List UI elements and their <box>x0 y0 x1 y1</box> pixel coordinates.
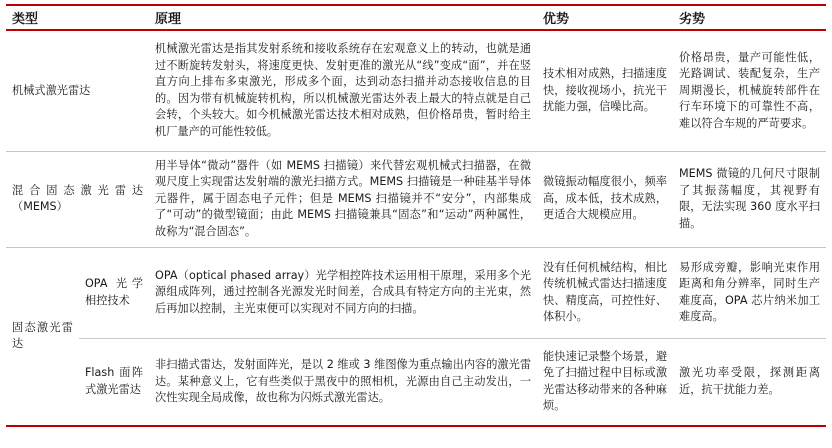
principle-cell: 机械激光雷达是指其发射系统和接收系统存在宏观意义上的转动，也就是通过不断旋转发射头，将速度更快、发射更准的激光从“线”变成“面”，并在竖直方向上排布多束激光，形成多个面，达到动态扫描并动态接收信息的目的。因为带有机械旋转机构，所以机械激光雷达外表上最大的特点就是自己会转，个头较大。如今机械激光雷达技术相对成熟，但价格昂贵，暂时给主机厂量产的可能性较低。 <box>149 30 537 151</box>
disadvantages-cell: 价格昂贵，量产可能性低，光路调试、装配复杂，生产周期漫长，机械旋转部件在行车环境下的可靠性不高，难以符合车规的严苛要求。 <box>673 30 826 151</box>
advantages-cell: 能快速记录整个场景，避免了扫描过程中目标或激光雷达移动带来的各种麻烦。 <box>537 338 673 426</box>
subtype-cell: OPA 光学相控技术 <box>79 247 149 338</box>
type-cell-solid-state: 固态激光雷达 <box>6 247 79 426</box>
advantages-cell: 微镜振动幅度很小，频率高，成本低，技术成熟，更适合大规模应用。 <box>537 151 673 247</box>
principle-cell: 用半导体“微动”器件（如 MEMS 扫描镜）来代替宏观机械式扫描器，在微观尺度上实现雷达发射端的激光扫描方式。MEMS 扫描镜是一种硅基半导体元器件，属于固态电子元件；但是 MEMS 扫描镜并不“安分”，内部集成了“可动”的微型镜面；由此 MEMS 扫描镜兼具“固态”和“运动”两种属性，故称为“混合固态”。 <box>149 151 537 247</box>
subtype-cell: Flash 面阵式激光雷达 <box>79 338 149 426</box>
header-principle: 原理 <box>149 5 537 30</box>
advantages-cell: 技术相对成熟，扫描速度快，接收视场小，抗光干扰能力强，信噪比高。 <box>537 30 673 151</box>
header-advantages: 优势 <box>537 5 673 30</box>
header-row <box>6 5 826 30</box>
advantages-cell: 没有任何机械结构，相比传统机械式雷达扫描速度快、精度高，可控性好、体积小。 <box>537 247 673 338</box>
lidar-comparison-table <box>6 4 826 427</box>
table-row-mechanical <box>6 30 826 151</box>
disadvantages-cell: 易形成旁瓣，影响光束作用距离和角分辨率，同时生产难度高，OPA 芯片纳米加工难度高。 <box>673 247 826 338</box>
header-disadvantages: 劣势 <box>673 5 826 30</box>
disadvantages-cell: MEMS 微镜的几何尺寸限制了其振荡幅度，其视野有限，无法实现 360 度水平扫描。 <box>673 151 826 247</box>
principle-cell: 非扫描式雷达，发射面阵光，是以 2 维或 3 维图像为重点输出内容的激光雷达。某种意义上，它有些类似于黑夜中的照相机，光源由自己主动发出，一次性实现全局成像，故也称为闪烁式激光雷达。 <box>149 338 537 426</box>
disadvantages-cell: 激光功率受限，探测距离近，抗干扰能力差。 <box>673 338 826 426</box>
principle-cell: OPA（optical phased array）光学相控阵技术运用相干原理，采用多个光源组成阵列，通过控制各光源发光时间差，合成具有特定方向的主光束，然后再加以控制，主光束便可以实现对不同方向的扫描。 <box>149 247 537 338</box>
table-row-mems <box>6 151 826 247</box>
table-row-flash <box>6 338 826 426</box>
table-row-opa <box>6 247 826 338</box>
type-cell: 混合固态激光雷达（MEMS） <box>6 151 149 247</box>
header-type: 类型 <box>6 5 149 30</box>
type-cell: 机械式激光雷达 <box>6 30 149 151</box>
